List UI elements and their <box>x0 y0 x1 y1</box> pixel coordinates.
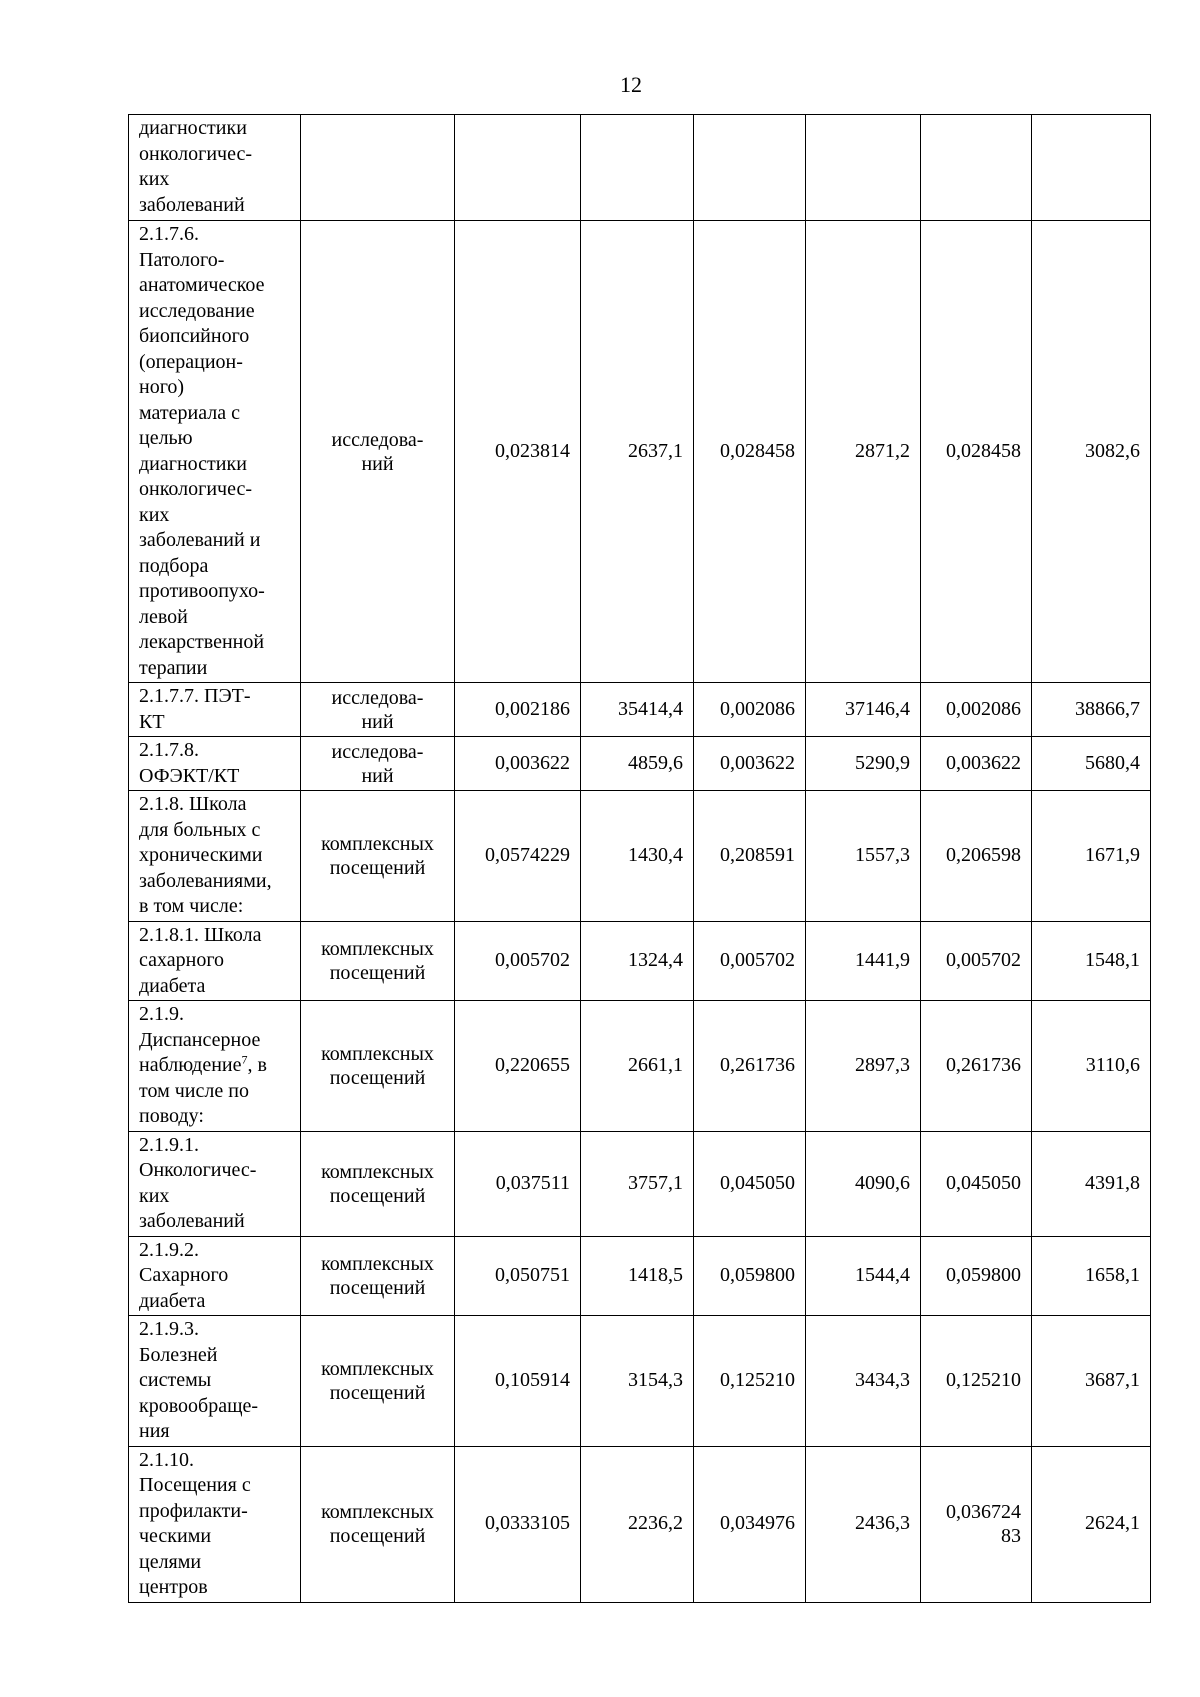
value-cell: 0,005702 <box>694 921 806 1001</box>
value-cell: 0,125210 <box>694 1316 806 1447</box>
unit-cell <box>301 1131 455 1236</box>
value-cell: 0,028458 <box>921 221 1032 683</box>
value-cell: 0,003622 <box>694 737 806 791</box>
service-name-cell <box>129 115 301 221</box>
value-cell: 2871,2 <box>806 221 921 683</box>
service-name-cell <box>129 1236 301 1316</box>
value-cell: 0,002086 <box>921 683 1032 737</box>
unit-cell <box>301 1316 455 1447</box>
text-line: исследова- <box>331 686 424 709</box>
text-line: 2.1.7.8. <box>139 739 199 761</box>
text-line: диабета <box>139 974 206 997</box>
text-line: Диспансерное <box>139 1028 261 1051</box>
value-cell: 2897,3 <box>806 1001 921 1132</box>
service-name-cell <box>129 1446 301 1602</box>
text-line: , в <box>247 1054 267 1076</box>
table-row <box>129 1001 1151 1132</box>
text-line: Патолого- <box>139 248 225 271</box>
value-cell: 0,003622 <box>455 737 581 791</box>
value-cell <box>455 115 581 221</box>
table-row <box>129 1131 1151 1236</box>
value-cell: 0,050751 <box>455 1236 581 1316</box>
text-line: подбора <box>139 554 209 577</box>
value-cell: 0,037511 <box>455 1131 581 1236</box>
value-cell: 3434,3 <box>806 1316 921 1447</box>
text-line: ний <box>361 452 394 475</box>
value-cell: 1544,4 <box>806 1236 921 1316</box>
text-line: комплексных <box>321 937 434 960</box>
table-body <box>129 115 1151 1603</box>
text-line: диабета <box>139 1289 206 1312</box>
service-name-cell <box>129 683 301 737</box>
value-cell: 0,045050 <box>921 1131 1032 1236</box>
value-cell: 0,005702 <box>921 921 1032 1001</box>
value-cell: 1418,5 <box>581 1236 694 1316</box>
table-row <box>129 737 1151 791</box>
text-line: ких <box>139 1184 170 1207</box>
value-cell: 0,045050 <box>694 1131 806 1236</box>
service-name-cell <box>129 921 301 1001</box>
value-cell: 0,220655 <box>455 1001 581 1132</box>
unit-cell <box>301 1446 455 1602</box>
text-line: целями <box>139 1550 202 1573</box>
text-line: ких <box>139 503 170 526</box>
value-cell: 1430,4 <box>581 791 694 922</box>
text-line: (операцион- <box>139 350 243 373</box>
value-cell <box>1032 115 1151 221</box>
value-cell: 0,002086 <box>694 683 806 737</box>
text-line: комплексных <box>321 1042 434 1065</box>
text-line: комплексных <box>321 1357 434 1380</box>
text-line: 2.1.9.3. <box>139 1318 199 1340</box>
text-line: анатомическое <box>139 274 265 296</box>
text-line: кровообраще- <box>139 1394 259 1417</box>
text-line: посещений <box>329 856 426 879</box>
text-line: целью <box>139 427 193 449</box>
value-cell: 0,002186 <box>455 683 581 737</box>
value-cell: 0,261736 <box>694 1001 806 1132</box>
service-name-cell <box>129 737 301 791</box>
value-cell: 0,261736 <box>921 1001 1032 1132</box>
text-line: том числе по <box>139 1079 249 1102</box>
text-line: лекарственной <box>139 631 265 653</box>
unit-cell <box>301 1001 455 1132</box>
text-line: поводу: <box>139 1105 204 1127</box>
unit-cell <box>301 791 455 922</box>
table-row <box>129 1236 1151 1316</box>
service-name-cell <box>129 1131 301 1236</box>
value-cell: 4859,6 <box>581 737 694 791</box>
table-row <box>129 115 1151 221</box>
value-cell: 38866,7 <box>1032 683 1151 737</box>
text-line: заболеваний <box>139 1210 245 1232</box>
text-line: заболеваниями, <box>139 869 272 892</box>
text-line: 2.1.7.6. <box>139 223 199 245</box>
service-name-cell <box>129 1001 301 1132</box>
value-cell: 0,0574229 <box>455 791 581 922</box>
table-row <box>129 221 1151 683</box>
value-cell: 0,059800 <box>694 1236 806 1316</box>
value-cell: 0,034976 <box>694 1446 806 1602</box>
text-line: посещений <box>329 1066 426 1089</box>
service-name-cell <box>129 221 301 683</box>
text-line: исследова- <box>331 428 424 451</box>
text-line: терапии <box>139 656 208 679</box>
value-cell: 3687,1 <box>1032 1316 1151 1447</box>
value-cell: 5290,9 <box>806 737 921 791</box>
value-cell: 0,005702 <box>455 921 581 1001</box>
service-name-cell <box>129 1316 301 1447</box>
value-cell: 0,059800 <box>921 1236 1032 1316</box>
value-cell: 0,125210 <box>921 1316 1032 1447</box>
text-line: биопсийного <box>139 325 250 347</box>
value-cell: 2436,3 <box>806 1446 921 1602</box>
unit-cell <box>301 221 455 683</box>
text-line: посещений <box>329 1525 426 1547</box>
value-cell: 1548,1 <box>1032 921 1151 1001</box>
text-line: ного) <box>139 376 185 398</box>
text-line: посещений <box>329 1184 426 1207</box>
value-cell: 4090,6 <box>806 1131 921 1236</box>
value-cell: 3110,6 <box>1032 1001 1151 1132</box>
value-cell: 1324,4 <box>581 921 694 1001</box>
unit-cell <box>301 115 455 221</box>
value-cell: 1658,1 <box>1032 1236 1151 1316</box>
text-line: Сахарного <box>139 1264 229 1286</box>
table-row <box>129 683 1151 737</box>
value-cell: 5680,4 <box>1032 737 1151 791</box>
value-cell: 2236,2 <box>581 1446 694 1602</box>
text-line: хроническими <box>139 844 263 866</box>
text-line: КТ <box>139 710 165 733</box>
value-cell <box>694 115 806 221</box>
text-line: ния <box>139 1420 170 1442</box>
table-row <box>129 791 1151 922</box>
text-line: 2.1.9. <box>139 1003 184 1025</box>
text-line: Онкологичес- <box>139 1159 257 1181</box>
text-line: левой <box>139 605 188 628</box>
value-cell: 2661,1 <box>581 1001 694 1132</box>
text-line: посещений <box>329 961 426 984</box>
text-line: ческими <box>139 1525 212 1547</box>
value-text: 83 <box>1001 1525 1021 1547</box>
text-line: противоопухо- <box>139 580 265 602</box>
text-line: материала с <box>139 401 240 424</box>
value-cell: 37146,4 <box>806 683 921 737</box>
text-line: диагностики <box>139 452 247 475</box>
value-cell: 3757,1 <box>581 1131 694 1236</box>
text-line: ний <box>361 710 394 733</box>
text-line: системы <box>139 1369 212 1391</box>
value-cell: 0,105914 <box>455 1316 581 1447</box>
service-name-cell <box>129 791 301 922</box>
text-line: комплексных <box>321 1501 434 1523</box>
text-line: для больных с <box>139 818 261 841</box>
unit-cell <box>301 683 455 737</box>
text-line: сахарного <box>139 949 225 971</box>
text-line: 2.1.8.1. Школа <box>139 923 262 946</box>
text-line: посещений <box>329 1381 426 1404</box>
value-text: 0,036724 <box>946 1501 1021 1523</box>
value-cell: 3154,3 <box>581 1316 694 1447</box>
value-cell: 0,023814 <box>455 221 581 683</box>
value-cell: 3082,6 <box>1032 221 1151 683</box>
text-line: заболеваний и <box>139 529 261 551</box>
table-row <box>129 1316 1151 1447</box>
page-number: 12 <box>620 72 642 97</box>
text-line: диагностики <box>139 117 247 139</box>
text-line: ОФЭКТ/КТ <box>139 764 240 787</box>
table-row <box>129 1446 1151 1602</box>
tariff-table <box>128 114 1151 1603</box>
text-line: онкологичес- <box>139 478 252 500</box>
text-line: ний <box>361 764 394 787</box>
table-row <box>129 921 1151 1001</box>
text-line: комплексных <box>321 1252 434 1275</box>
value-cell: 0,028458 <box>694 221 806 683</box>
value-cell: 35414,4 <box>581 683 694 737</box>
value-cell <box>806 115 921 221</box>
value-cell: 1557,3 <box>806 791 921 922</box>
text-line: комплексных <box>321 1160 434 1183</box>
value-cell: 0,206598 <box>921 791 1032 922</box>
unit-cell <box>301 921 455 1001</box>
text-line: 2.1.8. Школа <box>139 793 247 815</box>
text-line: исследование <box>139 299 255 322</box>
value-cell: 0,208591 <box>694 791 806 922</box>
value-cell: 1441,9 <box>806 921 921 1001</box>
text-line: онкологичес- <box>139 142 252 165</box>
text-line: центров <box>139 1576 208 1598</box>
unit-cell <box>301 737 455 791</box>
footnote-mark: 7 <box>241 1052 248 1067</box>
text-line: в том числе: <box>139 895 244 917</box>
text-line: профилакти- <box>139 1499 248 1522</box>
text-line: 2.1.9.2. <box>139 1238 199 1261</box>
value-cell: 2624,1 <box>1032 1446 1151 1602</box>
text-line: 2.1.9.1. <box>139 1133 199 1156</box>
value-cell <box>921 1446 1032 1602</box>
value-cell <box>921 115 1032 221</box>
text-line: Посещения с <box>139 1474 251 1496</box>
text-line: комплексных <box>321 832 434 855</box>
text-line: ких <box>139 168 170 190</box>
text-line: 2.1.7.7. ПЭТ- <box>139 685 251 707</box>
text-line: заболеваний <box>139 193 245 216</box>
text-line: 2.1.10. <box>139 1448 194 1471</box>
text-line: исследова- <box>331 740 424 763</box>
unit-cell <box>301 1236 455 1316</box>
value-cell: 4391,8 <box>1032 1131 1151 1236</box>
value-cell <box>581 115 694 221</box>
text-line: Болезней <box>139 1343 218 1366</box>
value-cell: 1671,9 <box>1032 791 1151 922</box>
value-cell: 2637,1 <box>581 221 694 683</box>
value-cell: 0,003622 <box>921 737 1032 791</box>
text-line: наблюдение <box>139 1054 242 1076</box>
text-line: посещений <box>329 1276 426 1299</box>
value-cell: 0,0333105 <box>455 1446 581 1602</box>
